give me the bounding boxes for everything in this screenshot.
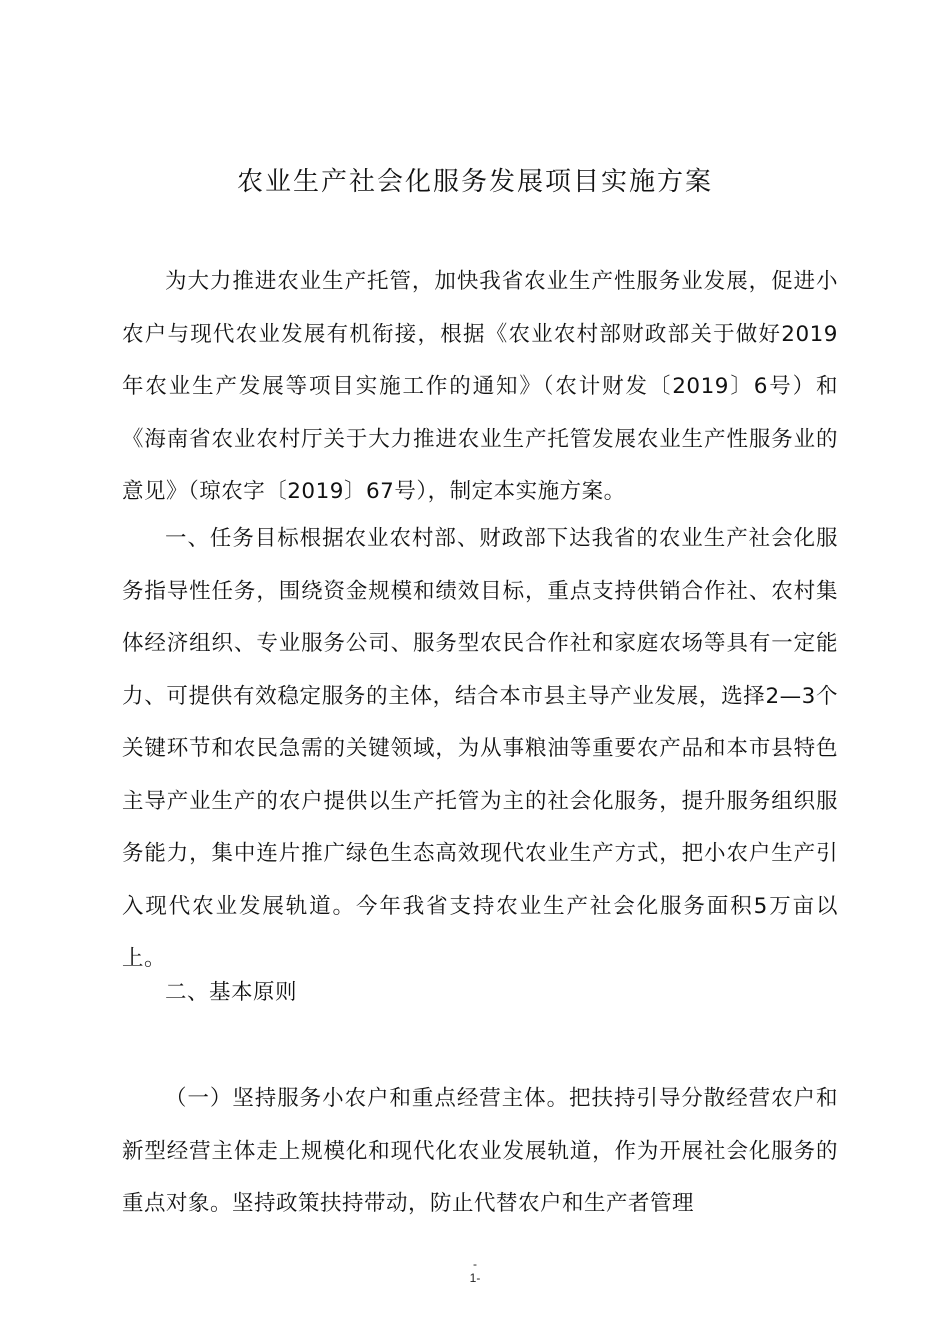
task-goals-paragraph: 一、任务目标根据农业农村部、财政部下达我省的农业生产社会化服务指导性任务，围绕资金规模和绩效目标，重点支持供销合作社、农村集体经济组织、专业服务公司、服务型农民合作社和家庭农场等具有一定能力、可提供有效稳定服务的主体，结合本市县主导产业发展，选择2—3个关键环节和农民急需的关键领域，为从事粮油等重要农产品和本市县特色主导产业生产的农户提供以生产托管为主的社会化服务，提升服务组织服务能力，集中连片推广绿色生态高效现代农业生产方式，把小农户生产引入现代农业发展轨道。今年我省支持农业生产社会化服务面积5万亩以上。 [122,526,838,971]
principle-one-paragraph: （一）坚持服务小农户和重点经营主体。把扶持引导分散经营农户和新型经营主体走上规模化和现代化农业发展轨道，作为开展社会化服务的重点对象。坚持政策扶持带动，防止代替农户和生产者管理 [122,1086,838,1216]
page-number: 1- [469,1271,481,1285]
document-title: 农业生产社会化服务发展项目实施方案 [236,167,713,197]
footer-dash: - [473,1257,477,1271]
intro-paragraph: 为大力推进农业生产托管，加快我省农业生产性服务业发展，促进小农户与现代农业发展有机衔接，根据《农业农村部财政部关于做好2019年农业生产发展等项目实施工作的通知》（农计财发〔2019〕6号）和《海南省农业农村厅关于大力推进农业生产托管发展农业生产性服务业的意见》（琼农字〔2019〕67号），制定本实施方案。 [122,269,838,504]
basic-principles-heading: 二、基本原则 [165,980,298,1005]
